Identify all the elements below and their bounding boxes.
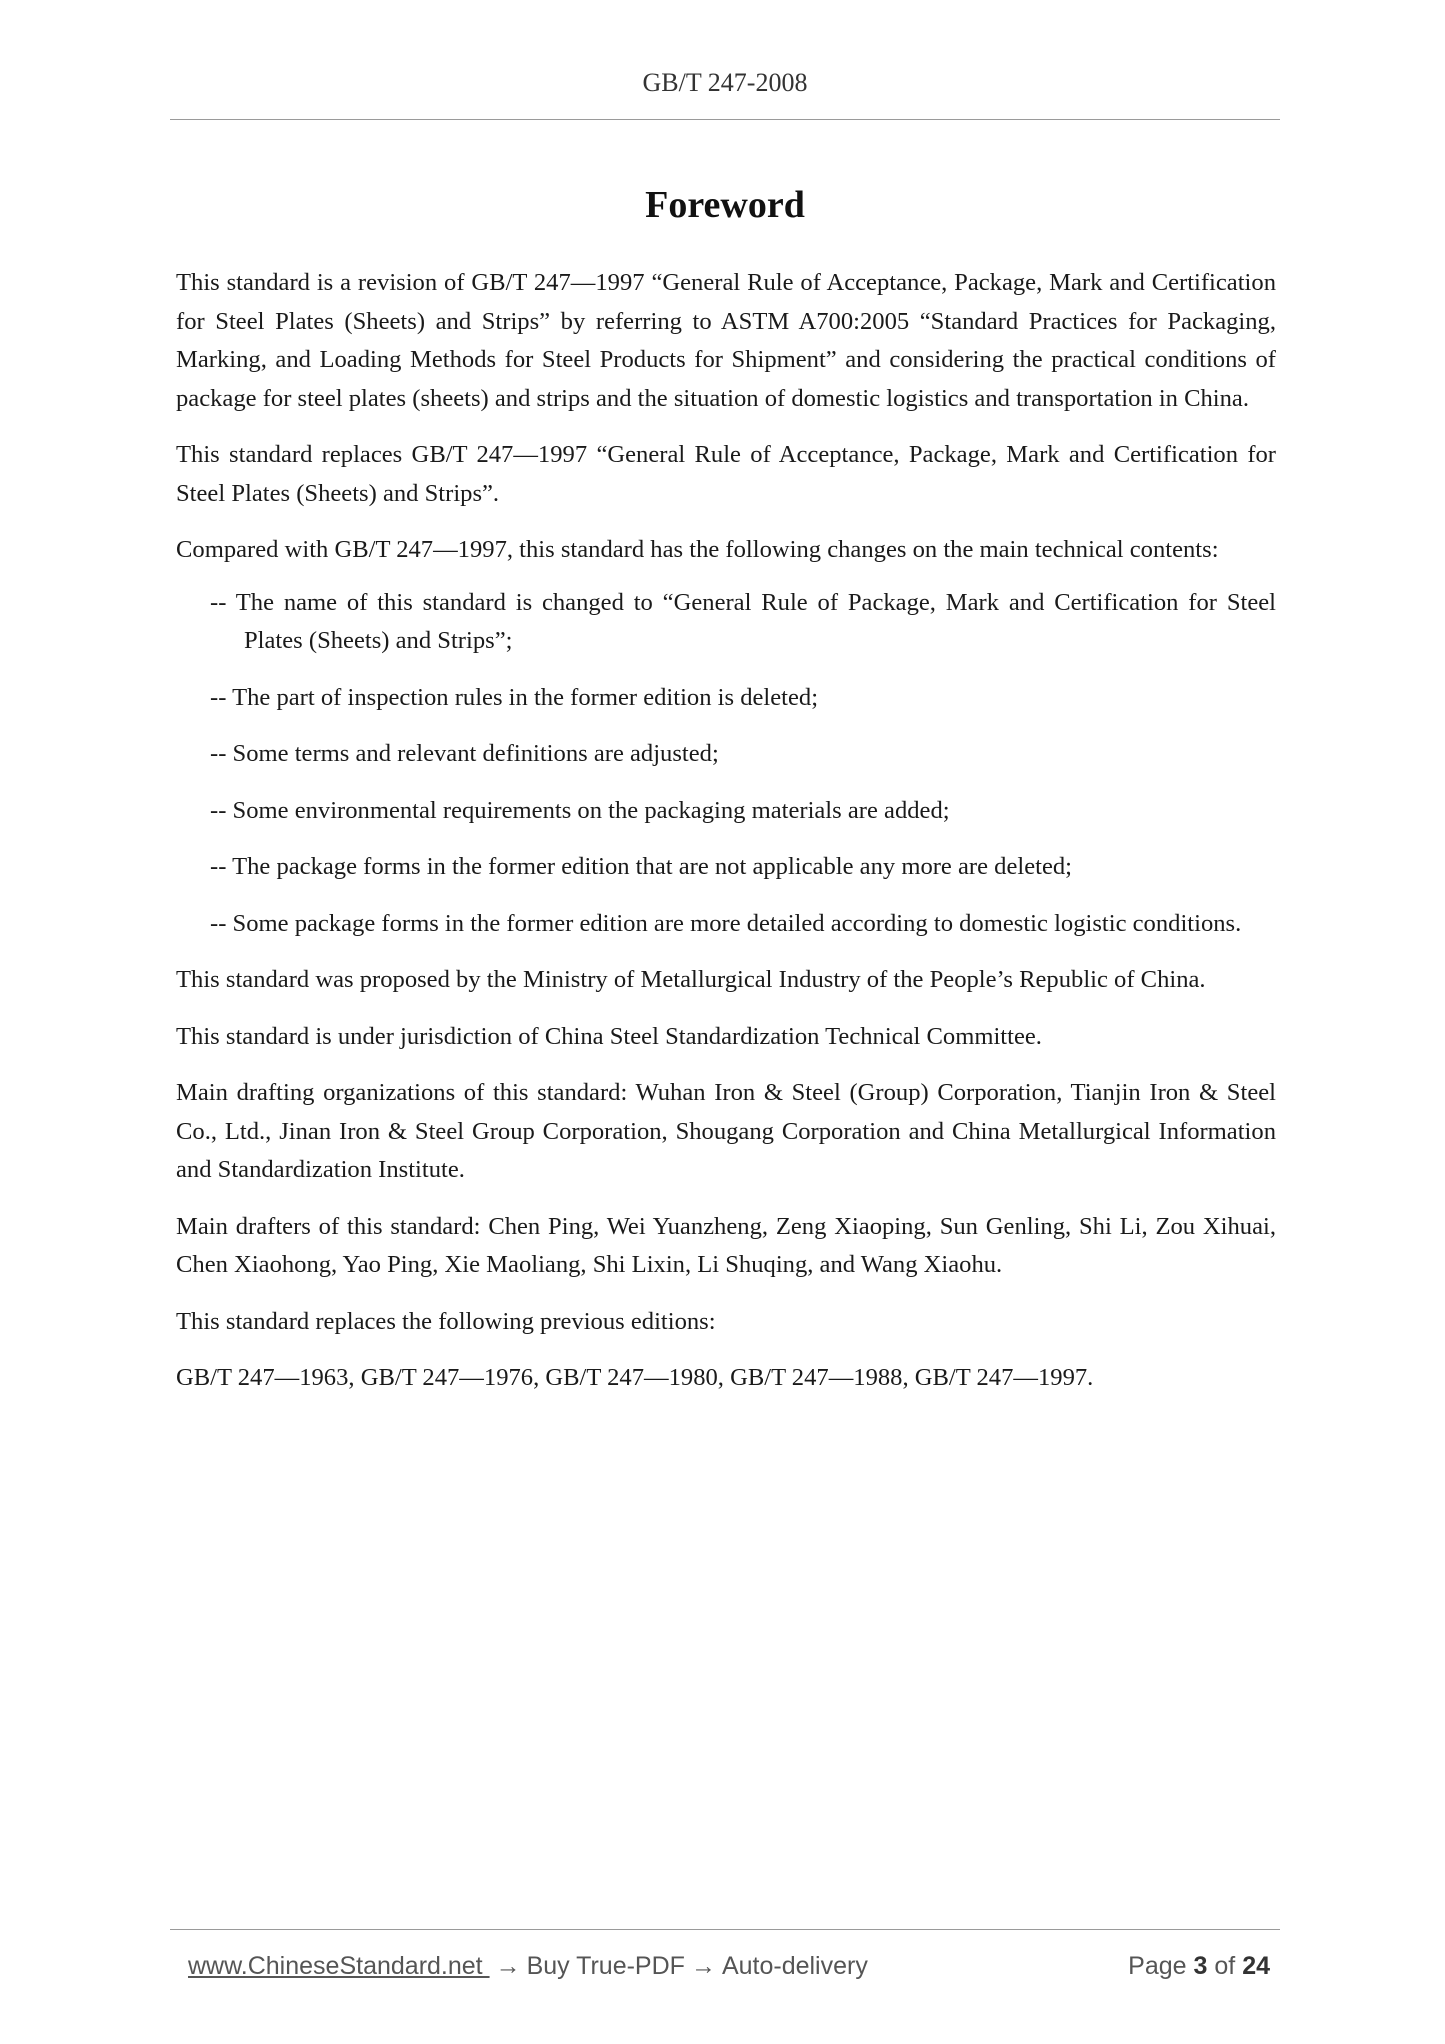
footer-promo [188, 1952, 868, 1981]
list-item: -- Some package forms in the former edition are more detailed according to domestic logistic conditions. [210, 909, 1242, 937]
paragraph-jurisdiction: This standard is under jurisdiction of China Steel Standardization Technical Committee. [176, 1022, 1042, 1050]
paragraph-previous-editions-intro: This standard replaces the following previous editions: [176, 1307, 716, 1335]
site-link[interactable]: www.ChineseStandard.net [188, 1952, 490, 1980]
paragraph-proposed-by: This standard was proposed by the Ministry of Metallurgical Industry of the People’s Republic of China. [176, 966, 1206, 993]
footer-divider [170, 1929, 1280, 1930]
header-divider [170, 119, 1280, 120]
list-item: -- Some terms and relevant definitions are adjusted; [210, 740, 719, 767]
arrow-right-icon: → [690, 1952, 716, 1980]
running-header: GB/T 247-2008 [642, 68, 808, 97]
buy-true-pdf-text: Buy True-PDF [526, 1952, 685, 1980]
paragraph-previous-editions: GB/T 247—1963, GB/T 247—1976, GB/T 247—1980, GB/T 247—1988, GB/T 247—1997. [176, 1364, 1094, 1391]
page-label: Page [1128, 1952, 1187, 1980]
paragraph-drafters: Main drafters of this standard: Chen Ping, Wei Yuanzheng, Zeng Xiaoping, Sun Genling, Shi Li, Zou Xihuai, Chen Xiaohong, Yao Ping, Xie Maoliang, Shi Lixin, Li Shuqing, and Wang Xiaohu. [176, 1212, 1276, 1278]
arrow-right-icon: → [495, 1952, 521, 1980]
list-item: -- The part of inspection rules in the former edition is deleted; [210, 683, 819, 711]
page-number: 3 [1193, 1952, 1208, 1980]
paragraph-revision: This standard is a revision of GB/T 247—1997 “General Rule of Acceptance, Package, Mark and Certification for Steel Plates (Sheets) and Strips” by referring to ASTM A700:2005 “Standard Practices for Packaging, Marking, and Loading Methods for Steel Products for Shipment” and considering the practical conditions of package for steel plates (sheets) and strips and the situation of domestic logistics and transportation in China. [176, 269, 1276, 412]
of-label: of [1214, 1952, 1236, 1980]
page-footer [188, 1952, 1270, 1992]
list-item: -- The name of this standard is changed to “General Rule of Package, Mark and Certification for Steel Plates (Sheets) and Strips”; [210, 588, 1276, 654]
page-title: Foreword [645, 184, 805, 226]
page-total: 24 [1242, 1952, 1270, 1980]
list-item: -- Some environmental requirements on the packaging materials are added; [210, 796, 950, 824]
paragraph-changes-intro: Compared with GB/T 247—1997, this standard has the following changes on the main technical contents: [176, 536, 1219, 563]
list-item: -- The package forms in the former edition that are not applicable any more are deleted; [210, 853, 1073, 880]
auto-delivery-text: Auto-delivery [721, 1952, 868, 1980]
page-indicator [1128, 1952, 1270, 1981]
paragraph-drafting-organizations: Main drafting organizations of this standard: Wuhan Iron & Steel (Group) Corporation, Tianjin Iron & Steel Co., Ltd., Jinan Iron & Steel Group Corporation, Shougang Corporation and China Metallurgical Information and Standardization Institute. [176, 1079, 1276, 1183]
paragraph-replaces: This standard replaces GB/T 247—1997 “General Rule of Acceptance, Package, Mark and Certification for Steel Plates (Sheets) and Strips”. [176, 441, 1276, 507]
foreword-body [176, 264, 1276, 1416]
changes-list [176, 584, 1276, 944]
